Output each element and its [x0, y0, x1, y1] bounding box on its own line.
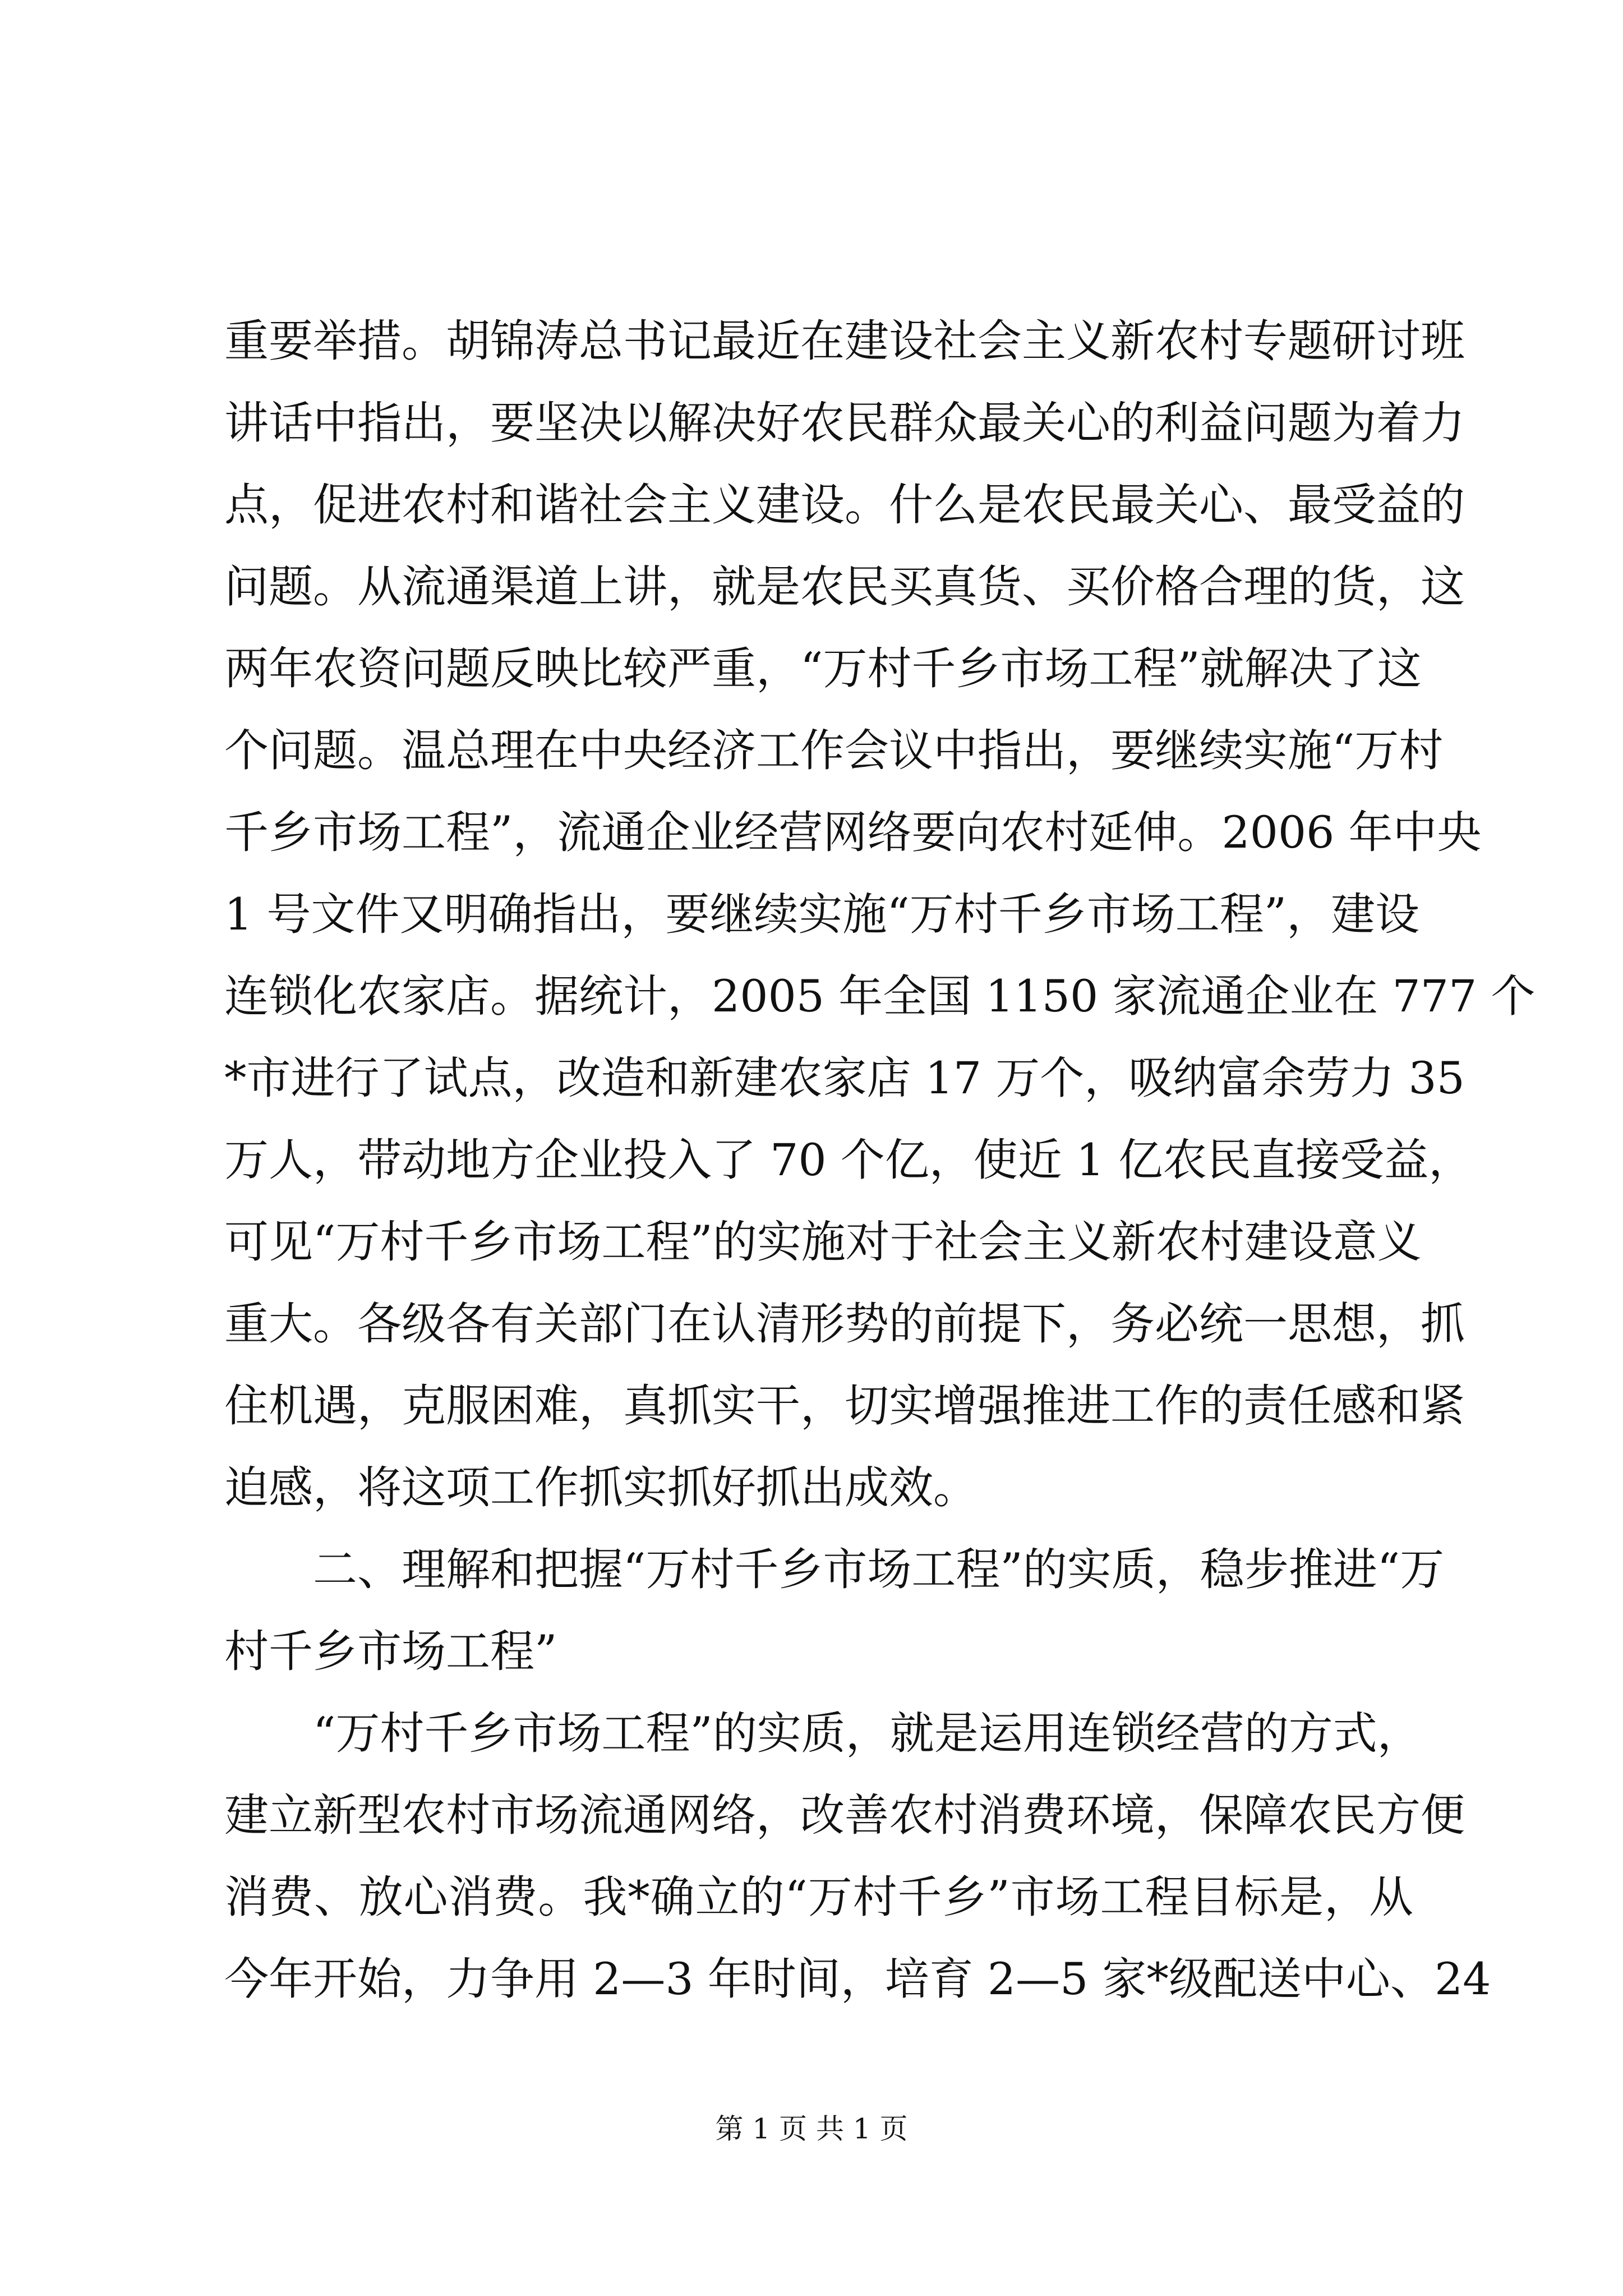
- paragraph-line: 点，促进农村和谐社会主义建设。什么是农民最关心、最受益的: [224, 479, 1465, 531]
- paragraph-line: 可见“万村千乡市场工程”的实施对于社会主义新农村建设意义: [224, 1216, 1422, 1268]
- paragraph-line: 万人，带动地方企业投入了 70 个亿，使近 1 亿农民直接受益，: [224, 1134, 1473, 1186]
- paragraph-line: 讲话中指出，要坚决以解决好农民群众最关心的利益问题为着力: [224, 397, 1465, 449]
- paragraph-line: 建立新型农村市场流通网络，改善农村消费环境，保障农民方便: [224, 1789, 1465, 1841]
- paragraph-line: 消费、放心消费。我*确立的“万村千乡”市场工程目标是，从: [224, 1871, 1413, 1923]
- paragraph-line: 住机遇，克服困难，真抓实干，切实增强推进工作的责任感和紧: [224, 1380, 1465, 1432]
- paragraph-line: 重大。各级各有关部门在认清形势的前提下，务必统一思想，抓: [224, 1298, 1465, 1350]
- paragraph-line: 问题。从流通渠道上讲，就是农民买真货、买价格合理的货，这: [224, 561, 1465, 613]
- paragraph-line: 两年农资问题反映比较严重，“万村千乡市场工程”就解决了这: [224, 643, 1422, 694]
- paragraph-line: 今年开始，力争用 2—3 年时间，培育 2—5 家*级配送中心、24: [224, 1953, 1491, 2005]
- paragraph-line: 千乡市场工程”，流通企业经营网络要向农村延伸。2006 年中央: [224, 807, 1482, 858]
- section-heading-line: 村千乡市场工程”: [224, 1626, 557, 1677]
- document-body: [224, 300, 1536, 2020]
- paragraph-line: 1 号文件又明确指出，要继续实施“万村千乡市场工程”，建设: [224, 889, 1420, 940]
- page-footer: 第 1 页 共 1 页: [715, 2113, 908, 2145]
- section-heading-line: 二、理解和把握“万村千乡市场工程”的实质，稳步推进“万: [313, 1544, 1445, 1595]
- paragraph-line: 连锁化农家店。据统计，2005 年全国 1150 家流通企业在 777 个: [224, 970, 1536, 1022]
- paragraph-line: “万村千乡市场工程”的实质，就是运用连锁经营的方式，: [313, 1708, 1422, 1759]
- paragraph-line: 迫感，将这项工作抓实抓好抓出成效。: [224, 1462, 978, 1513]
- paragraph-line: 重要举措。胡锦涛总书记最近在建设社会主义新农村专题研讨班: [224, 315, 1465, 367]
- paragraph-line: *市进行了试点，改造和新建农家店 17 万个，吸纳富余劳力 35: [224, 1052, 1465, 1104]
- paragraph-line: 个问题。温总理在中央经济工作会议中指出，要继续实施“万村: [224, 725, 1444, 776]
